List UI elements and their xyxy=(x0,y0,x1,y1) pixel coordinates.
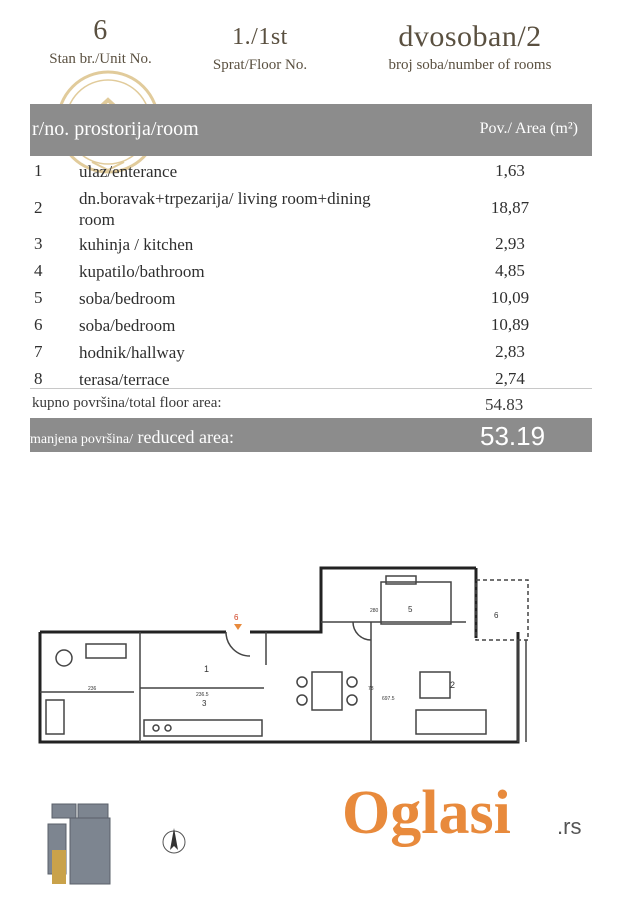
table-row xyxy=(30,285,592,312)
row-room: hodnik/hallway xyxy=(79,343,185,362)
table-row xyxy=(30,231,592,258)
table-row xyxy=(30,258,592,285)
plan-dimension: 280 xyxy=(370,608,379,614)
reduced-area-label-b: reduced area: xyxy=(133,427,234,447)
table-row xyxy=(30,185,592,231)
column-header-area: Pov./ Area (m²) xyxy=(479,120,578,137)
total-area-value: 54.83 xyxy=(485,395,524,414)
rooms-block xyxy=(350,22,590,74)
table-row xyxy=(30,312,592,339)
table-row xyxy=(30,158,592,185)
plan-label: 6 xyxy=(234,613,239,622)
row-room: dn.boravak+trpezarija/ living room+dining room xyxy=(79,189,371,229)
row-number: 3 xyxy=(34,234,43,253)
plan-label: 1 xyxy=(204,664,210,674)
floor-number: 1./1st xyxy=(232,24,288,50)
building-key-plan xyxy=(44,800,114,890)
plan-label: 2 xyxy=(450,680,456,690)
row-room: kuhinja / kitchen xyxy=(79,235,194,254)
plan-dimension: 697.5 xyxy=(382,696,395,702)
total-area-row xyxy=(30,388,592,417)
row-room: kupatilo/bathroom xyxy=(79,262,205,281)
reduced-area-value: 53.19 xyxy=(480,421,546,451)
reduced-area-row xyxy=(30,418,592,452)
reduced-area-label xyxy=(30,427,234,448)
row-area: 2,83 xyxy=(495,342,525,361)
row-area: 2,93 xyxy=(495,234,525,253)
row-number: 2 xyxy=(34,198,43,217)
floor-plan xyxy=(36,560,556,750)
row-area: 10,89 xyxy=(490,315,530,334)
row-number: 1 xyxy=(34,161,43,180)
oglasi-logo xyxy=(342,779,602,862)
table-row xyxy=(30,339,592,366)
row-room: terasa/terrace xyxy=(79,370,170,389)
row-area: 2,74 xyxy=(495,369,525,388)
row-room: ulaz/enterance xyxy=(79,162,178,181)
row-number: 8 xyxy=(34,369,43,388)
rooms-label: broj soba/number of rooms xyxy=(388,57,552,73)
plan-label: 3 xyxy=(202,699,207,708)
row-room: soba/bedroom xyxy=(79,316,176,335)
floor-block xyxy=(190,22,330,74)
plan-label: 6 xyxy=(494,611,499,620)
plan-dimension: 78 xyxy=(368,686,374,692)
north-compass-icon xyxy=(158,820,190,860)
column-header-room: r/no. prostorija/room xyxy=(32,118,199,140)
row-number: 6 xyxy=(34,315,43,334)
row-number: 4 xyxy=(34,261,43,280)
room-table xyxy=(30,158,592,393)
logo-suffix: .rs xyxy=(557,814,582,839)
unit-number-block xyxy=(28,16,173,68)
rooms-count: dvosoban/2 xyxy=(398,20,542,53)
plan-label: 5 xyxy=(408,605,413,614)
row-number: 5 xyxy=(34,288,43,307)
reduced-area-label-a: manjena površina/ xyxy=(30,432,134,447)
table-header xyxy=(30,104,592,156)
logo-text: Oglasi xyxy=(342,779,511,847)
total-area-label: kupno površina/total floor area: xyxy=(32,395,222,411)
row-number: 7 xyxy=(34,342,43,361)
plan-dimension: 236.5 xyxy=(196,692,209,698)
row-area: 10,09 xyxy=(490,288,530,307)
unit-number: 6 xyxy=(93,15,108,46)
plan-dimension: 236 xyxy=(88,686,97,692)
row-area: 1,63 xyxy=(495,161,525,180)
unit-number-label: Stan br./Unit No. xyxy=(49,51,152,67)
row-area: 18,87 xyxy=(490,198,530,217)
floor-label: Sprat/Floor No. xyxy=(212,57,308,73)
row-room: soba/bedroom xyxy=(79,289,176,308)
row-area: 4,85 xyxy=(495,261,525,280)
